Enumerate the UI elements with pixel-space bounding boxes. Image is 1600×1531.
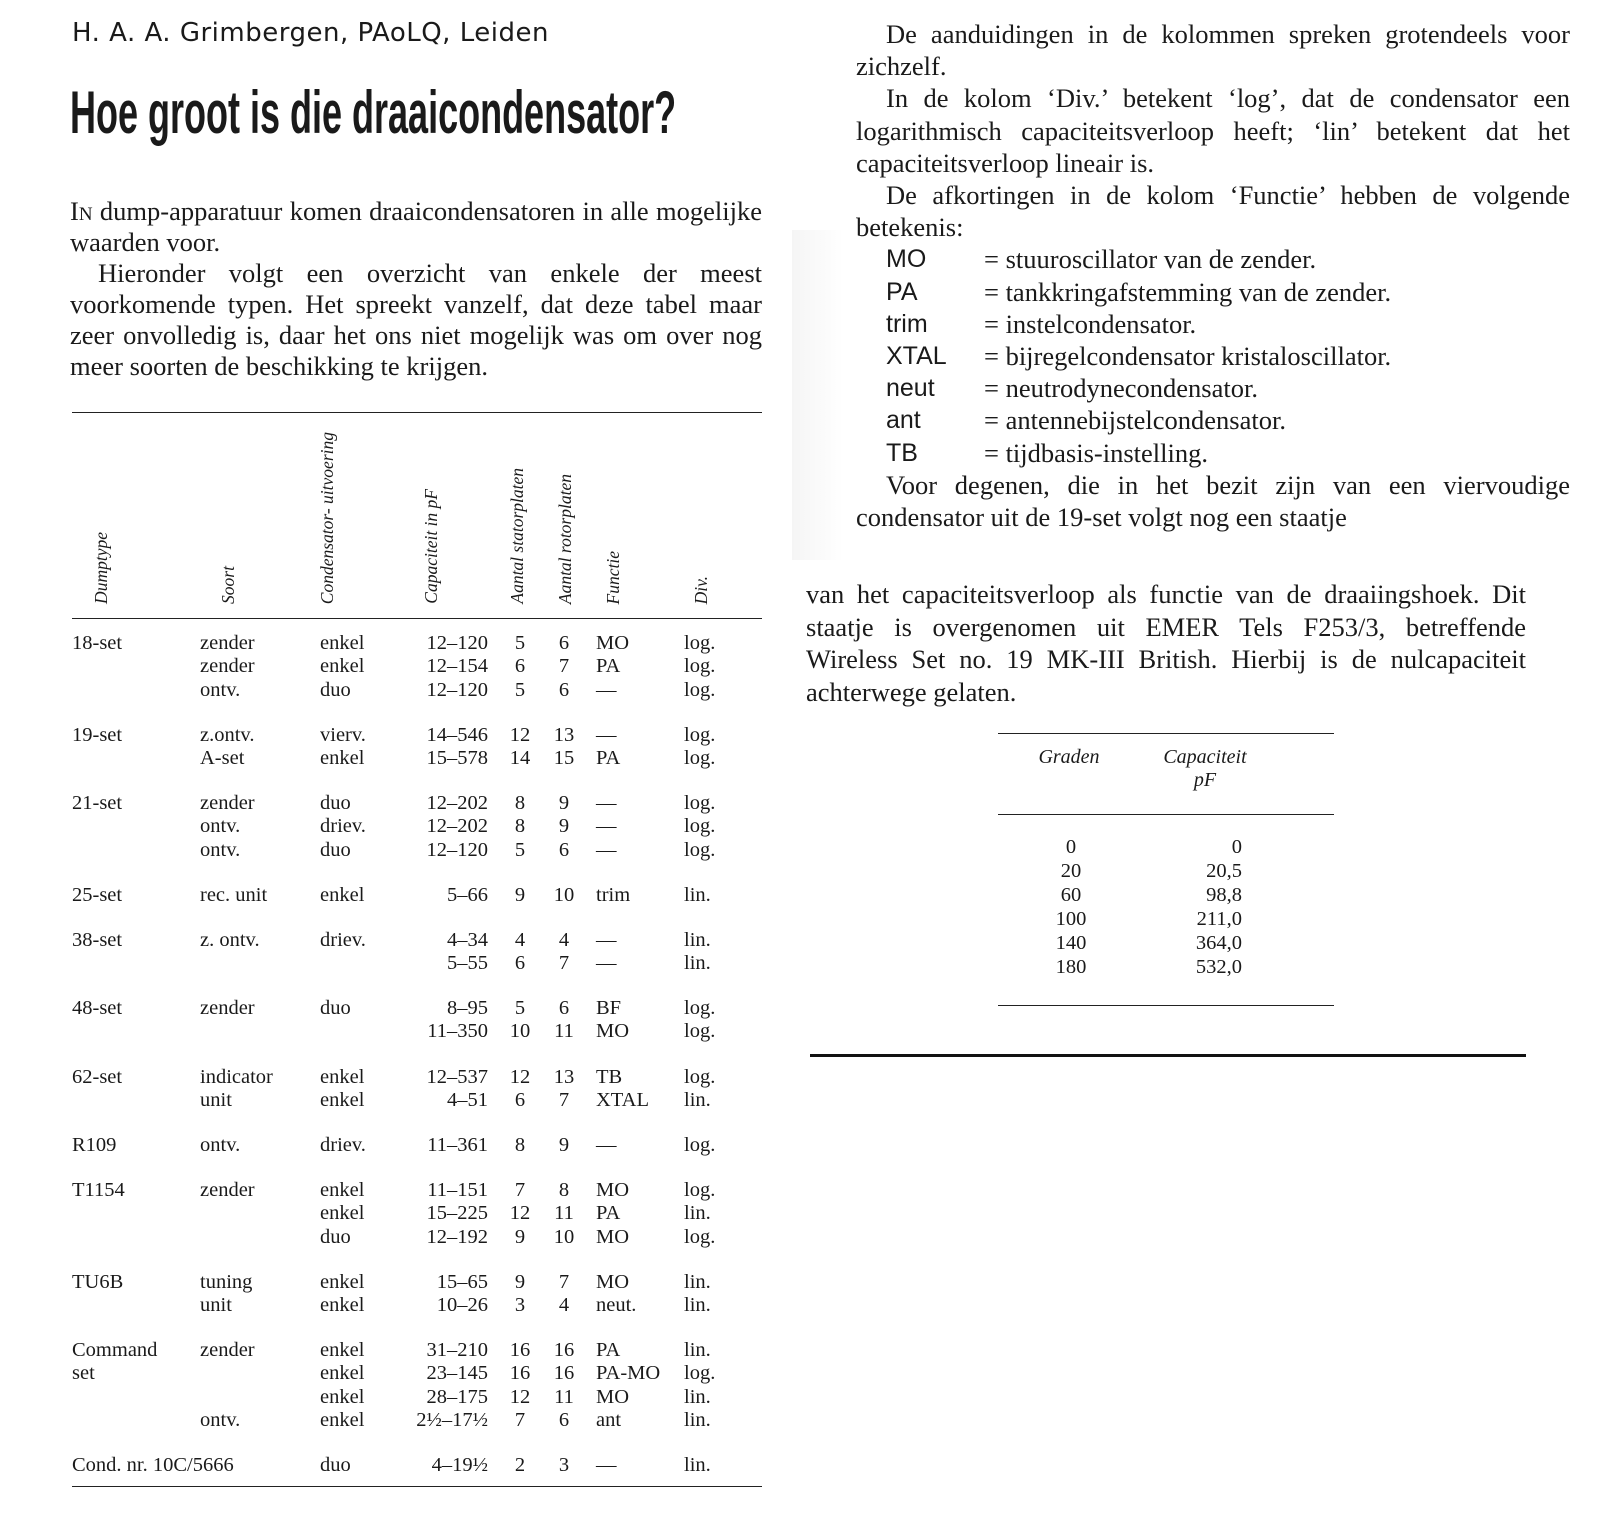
capacity-row [998, 907, 1334, 931]
header-div: Div. [691, 575, 711, 604]
table-cell: log. [684, 655, 716, 678]
table-cell: MO [596, 632, 630, 655]
table-cell: R109 [72, 1134, 117, 1156]
table-cell: 6 [514, 1088, 526, 1111]
table-cell: duo [320, 997, 351, 1020]
table-cell: ontv. [200, 1408, 241, 1431]
table-cell: 7 [558, 952, 570, 975]
table-cell: 8 [514, 1134, 526, 1156]
table-row [72, 1338, 762, 1361]
abbreviation-key: TB [886, 438, 918, 467]
degrees-cell: 20 [1060, 860, 1082, 882]
table-cell: 9 [514, 1225, 526, 1248]
table-cell: 6 [558, 838, 570, 861]
abbreviation-item [856, 437, 1570, 469]
table-cell: 7 [558, 655, 570, 678]
table-cell: enkel [320, 1179, 365, 1202]
table-cell: 10 [553, 1225, 575, 1248]
table-cell: 5–66 [447, 883, 488, 906]
abbreviation-item [856, 243, 1570, 275]
abbreviation-meaning: = tankkringafstemming van de zender. [984, 276, 1392, 307]
table-cell: 11 [554, 1020, 574, 1043]
table-cell: ontv. [200, 815, 241, 838]
table-cell: 8–95 [447, 997, 488, 1020]
table-cell: rec. unit [200, 883, 268, 906]
capacity-cell: 211,0 [1196, 908, 1242, 930]
table-cell: 31–210 [426, 1339, 488, 1362]
capacity-cell: 0 [1231, 836, 1242, 858]
table-header-rule [72, 618, 762, 619]
table-cell: 11–151 [427, 1179, 488, 1202]
table-cell: 5 [514, 632, 526, 655]
table-cell: neut. [596, 1293, 637, 1316]
table-cell: 6 [558, 678, 570, 701]
table-row [72, 1064, 762, 1087]
table-row [72, 1201, 762, 1224]
table-cell: trim [596, 883, 631, 906]
table-cell: 12 [509, 1065, 531, 1088]
table-cell: enkel [320, 1385, 365, 1408]
table-cell: 7 [558, 1270, 570, 1293]
table-cell: Command [72, 1339, 158, 1362]
table-body [72, 631, 762, 1486]
abbreviation-item [856, 276, 1570, 308]
table-cell: — [596, 815, 617, 838]
table-cell: 10 [553, 883, 575, 906]
table-cell: enkel [320, 1202, 365, 1225]
table-cell: 19-set [72, 723, 123, 746]
capacity-table-bottom-rule [998, 1005, 1334, 1006]
table-cell: ontv. [200, 678, 241, 701]
abbreviation-meaning: = neutrodynecondensator. [984, 373, 1258, 404]
table-cell: 11 [554, 1202, 574, 1225]
table-cell: lin. [684, 1202, 711, 1225]
capacity-table-body [998, 815, 1334, 1005]
table-cell: — [596, 952, 617, 975]
table-cell: TB [596, 1065, 623, 1088]
table-cell: log. [684, 1179, 716, 1202]
table-cell: set [72, 1362, 95, 1385]
table-cell: duo [320, 1225, 351, 1248]
abbreviation-meaning: = antennebijstelcondensator. [984, 405, 1286, 436]
table-cell: enkel [320, 1339, 365, 1362]
table-cell: driev. [320, 1134, 366, 1156]
table-cell: 12 [509, 1202, 531, 1225]
table-cell: MO [596, 1020, 630, 1043]
table-cell: 15–578 [426, 746, 488, 769]
abbreviation-key: ant [886, 406, 921, 435]
table-cell: XTAL [596, 1088, 650, 1111]
header-uitvoering-line1: Condensator- [317, 508, 337, 604]
degrees-cell: 0 [1065, 836, 1077, 858]
capacity-cell: 364,0 [1195, 932, 1242, 954]
abbreviation-item [856, 404, 1570, 436]
header-uitvoering-line2: uitvoering [317, 431, 337, 504]
capacity-table [998, 733, 1334, 1006]
table-cell: 14–546 [426, 723, 488, 746]
table-cell: enkel [320, 1088, 365, 1111]
table-cell: lin. [684, 1408, 711, 1431]
degrees-cell: 60 [1060, 884, 1082, 906]
header-rotorplaten: Aantal rotorplaten [555, 473, 575, 604]
article-title: Hoe groot is die draaicondensator? [70, 79, 677, 146]
table-row [72, 746, 762, 769]
intro-text [70, 196, 762, 382]
header-graden: Graden [1038, 746, 1100, 768]
table-cell: 8 [514, 815, 526, 838]
table-cell: — [596, 723, 617, 746]
table-row [72, 1408, 762, 1431]
table-cell: 12 [509, 723, 531, 746]
table-cell: tuning [200, 1270, 253, 1293]
table-cell: 6 [558, 997, 570, 1020]
table-cell: 7 [558, 1088, 570, 1111]
table-cell: 10–26 [436, 1293, 488, 1316]
table-cell: MO [596, 1179, 630, 1202]
table-cell: — [596, 928, 617, 951]
abbreviation-key: XTAL [886, 342, 947, 371]
table-cell: log. [684, 632, 716, 655]
table-row [72, 1133, 762, 1156]
author-line: H. A. A. Grimbergen, PAoLQ, Leiden [72, 18, 549, 48]
table-cell: 4–19½ [431, 1453, 488, 1476]
table-cell: 7 [514, 1179, 526, 1202]
table-cell: 23–145 [426, 1362, 488, 1385]
table-cell: lin. [684, 952, 711, 975]
table-cell: — [596, 1134, 617, 1156]
table-row [72, 631, 762, 654]
table-bottom-rule [72, 1486, 762, 1487]
capacity-row [998, 883, 1334, 907]
table-cell: lin. [684, 928, 711, 951]
table-cell: 10 [509, 1020, 531, 1043]
table-row [72, 1019, 762, 1042]
table-cell: 12–154 [426, 655, 488, 678]
capacity-cell: 20,5 [1206, 860, 1242, 882]
table-cell: lin. [684, 883, 711, 906]
table-cell: 11 [554, 1385, 574, 1408]
table-cell: ant [596, 1408, 622, 1431]
table-cell: 8 [514, 792, 526, 815]
table-cell: — [596, 678, 617, 701]
header-functie: Functie [603, 550, 623, 604]
table-cell: lin. [684, 1270, 711, 1293]
table-cell: 2 [514, 1453, 526, 1476]
table-cell: 6 [514, 655, 526, 678]
table-row [72, 1453, 762, 1476]
table-row [72, 1361, 762, 1384]
table-cell: 12–120 [426, 678, 488, 701]
table-cell: zender [200, 655, 255, 678]
table-cell: 9 [514, 1270, 526, 1293]
table-cell: lin. [684, 1339, 711, 1362]
table-cell: 12–537 [426, 1065, 488, 1088]
table-cell: log. [684, 815, 716, 838]
table-cell: — [596, 792, 617, 815]
table-cell: lin. [684, 1385, 711, 1408]
table-cell: 4–51 [447, 1088, 488, 1111]
degrees-cell: 180 [1055, 956, 1087, 978]
table-cell: 9 [558, 1134, 570, 1156]
table-cell: zender [200, 792, 255, 815]
table-row [72, 951, 762, 974]
table-cell: driev. [320, 928, 366, 951]
table-cell: PA [596, 1339, 621, 1362]
table-cell: enkel [320, 1362, 365, 1385]
table-row [72, 928, 762, 951]
table-row [72, 1384, 762, 1407]
table-row [72, 837, 762, 860]
capacity-row [998, 859, 1334, 883]
table-cell: 16 [553, 1362, 575, 1385]
table-cell: 9 [558, 792, 570, 815]
table-cell: log. [684, 997, 716, 1020]
table-row [72, 677, 762, 700]
table-cell: 5 [514, 997, 526, 1020]
table-row [72, 791, 762, 814]
table-cell: enkel [320, 1065, 365, 1088]
table-cell: log. [684, 746, 716, 769]
table-cell: PA-MO [596, 1362, 661, 1385]
table-cell: enkel [320, 1293, 365, 1316]
table-cell: — [596, 1453, 617, 1476]
right-paragraph-3: De afkortingen in de kolom ‘Functie’ hebben de volgende betekenis: [856, 180, 1570, 243]
table-cell: lin. [684, 1453, 711, 1476]
header-statorplaten: Aantal statorplaten [507, 468, 527, 604]
table-cell: enkel [320, 632, 365, 655]
abbreviation-meaning: = instelcondensator. [984, 308, 1197, 339]
table-cell: 16 [509, 1339, 531, 1362]
table-cell: vierv. [320, 723, 366, 746]
table-cell: ontv. [200, 838, 241, 861]
table-cell: 6 [558, 632, 570, 655]
table-cell: 8 [558, 1179, 570, 1202]
right-column-text [856, 18, 1570, 533]
header-soort: Soort [218, 566, 238, 604]
table-cell: MO [596, 1385, 630, 1408]
table-cell: zender [200, 1179, 255, 1202]
abbreviation-meaning: = tijdbasis-instelling. [984, 437, 1208, 468]
intro-p1-text: dump-apparatuur komen draaicondensatoren in alle mogelijke waarden voor. [70, 196, 762, 257]
table-cell: 4 [514, 928, 526, 951]
table-cell: 21-set [72, 792, 123, 815]
table-cell: enkel [320, 746, 365, 769]
table-cell: PA [596, 746, 621, 769]
table-cell: log. [684, 1362, 716, 1385]
table-cell: log. [684, 1225, 716, 1248]
abbreviation-key: PA [886, 277, 918, 306]
table-cell: T1154 [72, 1179, 125, 1202]
table-cell: 5 [514, 838, 526, 861]
table-cell: 12–192 [426, 1225, 488, 1248]
abbreviation-key: MO [886, 245, 927, 274]
abbreviation-meaning: = bijregelcondensator kristaloscillator. [984, 341, 1392, 372]
table-cell: duo [320, 838, 351, 861]
table-row [72, 1178, 762, 1201]
table-cell: 25-set [72, 883, 123, 906]
table-cell: z. ontv. [200, 928, 260, 951]
degrees-cell: 140 [1055, 932, 1087, 954]
table-cell: lin. [684, 1088, 711, 1111]
table-cell: 11–361 [427, 1134, 488, 1156]
right-paragraph-1: De aanduidingen in de kolommen spreken grotendeels voor zichzelf. [856, 19, 1570, 82]
table-cell: zender [200, 997, 255, 1020]
table-cell: 9 [514, 883, 526, 906]
capacity-row [998, 931, 1334, 955]
table-cell: duo [320, 792, 351, 815]
table-cell: 15–65 [436, 1270, 488, 1293]
capacity-cell: 98,8 [1206, 884, 1242, 906]
table-cell: unit [200, 1088, 232, 1111]
table-cell: zender [200, 1339, 255, 1362]
table-cell: log. [684, 1065, 716, 1088]
table-cell: 3 [514, 1293, 526, 1316]
table-row [72, 996, 762, 1019]
header-dumptype: Dumptype [91, 532, 111, 604]
table-cell: TU6B [72, 1270, 124, 1293]
table-cell: 12–120 [426, 632, 488, 655]
table-cell: BF [596, 997, 622, 1020]
right-paragraph-4: Voor degenen, die in het bezit zijn van een viervoudige condensator uit de 19-set volgt nog een staatje [856, 469, 1570, 533]
table-cell: enkel [320, 1270, 365, 1293]
table-cell: 4 [558, 1293, 570, 1316]
table-cell: PA [596, 655, 621, 678]
header-capaciteit-line1: Capaciteit [1163, 746, 1247, 768]
table-cell: 11–350 [427, 1020, 488, 1043]
table-cell: log. [684, 792, 716, 815]
table-cell: 13 [553, 1065, 575, 1088]
table-cell: 62-set [72, 1065, 123, 1088]
abbreviation-meaning: = stuuroscillator van de zender. [984, 244, 1317, 275]
table-cell: 15–225 [426, 1202, 488, 1225]
table-cell: 38-set [72, 928, 123, 951]
condenser-table [72, 412, 762, 1487]
table-row [72, 814, 762, 837]
degrees-cell: 100 [1055, 908, 1087, 930]
table-cell: MO [596, 1270, 630, 1293]
table-cell: driev. [320, 815, 366, 838]
table-cell: 12 [509, 1385, 531, 1408]
intro-paragraph-2: Hieronder volgt een overzicht van enkele der meest voorkomende typen. Het spreekt vanzelf, dat deze tabel maar zeer onvolledig is, daar het ons niet mogelijk was om over nog meer soorten de beschikking te krijgen. [70, 258, 762, 381]
table-cell: — [596, 838, 617, 861]
header-capaciteit: Capaciteit in pF [421, 489, 441, 604]
table-cell: A-set [200, 746, 245, 769]
table-cell: z.ontv. [200, 723, 255, 746]
right-paragraph-5: van het capaciteitsverloop als functie van de draaiingshoek. Dit staatje is overgenomen uit EMER Tels F253/3, betreffende Wireless Set no. 19 MK-III British. Hierbij is de nulcapaciteit achterwege gelaten. [806, 579, 1526, 707]
table-cell: 3 [558, 1453, 570, 1476]
table-row [72, 1293, 762, 1316]
table-cell: 5 [514, 678, 526, 701]
table-cell: 9 [558, 815, 570, 838]
table-cell: 6 [558, 1408, 570, 1431]
table-cell: 7 [514, 1408, 526, 1431]
table-cell: enkel [320, 883, 365, 906]
article-end-rule [810, 1054, 1526, 1057]
table-cell: 15 [553, 746, 575, 769]
right-paragraph-2: In de kolom ‘Div.’ betekent ‘log’, dat de condensator een logarithmisch capaciteitsverloop heeft; ‘lin’ betekent dat het capaciteitsverloop lineair is. [856, 83, 1570, 178]
table-cell: 12–202 [426, 815, 488, 838]
table-row [72, 883, 762, 906]
table-row [72, 1088, 762, 1111]
abbreviation-key: neut [886, 374, 935, 403]
table-cell: log. [684, 678, 716, 701]
header-uitvoering [318, 432, 337, 604]
scan-shadow [792, 230, 844, 560]
capacity-table-header [998, 734, 1334, 814]
table-cell: MO [596, 1225, 630, 1248]
capacity-cell: 532,0 [1195, 956, 1242, 978]
header-capaciteit-pf [1140, 746, 1270, 814]
table-row [72, 1224, 762, 1247]
table-cell: 12–120 [426, 838, 488, 861]
abbreviation-key: trim [886, 309, 928, 338]
capacity-row [998, 835, 1334, 859]
table-cell: 14 [509, 746, 531, 769]
abbreviation-list [856, 243, 1570, 468]
table-cell: duo [320, 678, 351, 701]
table-cell: unit [200, 1293, 232, 1316]
table-cell: enkel [320, 655, 365, 678]
table-cell: 16 [553, 1339, 575, 1362]
table-cell: 16 [509, 1362, 531, 1385]
table-cell: zender [200, 632, 255, 655]
right-column-continued [806, 578, 1526, 708]
abbreviation-item [856, 372, 1570, 404]
table-cell: 18-set [72, 632, 123, 655]
table-row [72, 654, 762, 677]
table-cell: 13 [553, 723, 575, 746]
table-cell: indicator [200, 1065, 273, 1088]
table-cell: 28–175 [426, 1385, 488, 1408]
table-cell: ontv. [200, 1134, 241, 1156]
table-row [72, 723, 762, 746]
table-cell: 4 [558, 928, 570, 951]
table-row [72, 1270, 762, 1293]
table-cell: duo [320, 1453, 351, 1476]
intro-paragraph-1 [70, 196, 762, 258]
table-header [72, 413, 762, 618]
table-cell: log. [684, 1020, 716, 1043]
abbreviation-item [856, 340, 1570, 372]
table-cell: log. [684, 723, 716, 746]
table-cell: 12–202 [426, 792, 488, 815]
table-cell: log. [684, 1134, 716, 1156]
table-cell: 6 [514, 952, 526, 975]
abbreviation-item [856, 308, 1570, 340]
table-cell: 4–34 [447, 928, 488, 951]
table-cell: 5–55 [447, 952, 488, 975]
header-capaciteit-line2: pF [1193, 769, 1217, 791]
table-cell: lin. [684, 1293, 711, 1316]
table-cell: 2½–17½ [416, 1408, 488, 1431]
intro-lead: In [70, 196, 93, 226]
table-cell: 48-set [72, 997, 123, 1020]
table-cell: log. [684, 838, 716, 861]
table-cell: PA [596, 1202, 621, 1225]
table-cell: Cond. nr. 10C/5666 [72, 1453, 234, 1476]
capacity-row [998, 955, 1334, 979]
table-cell: enkel [320, 1408, 365, 1431]
